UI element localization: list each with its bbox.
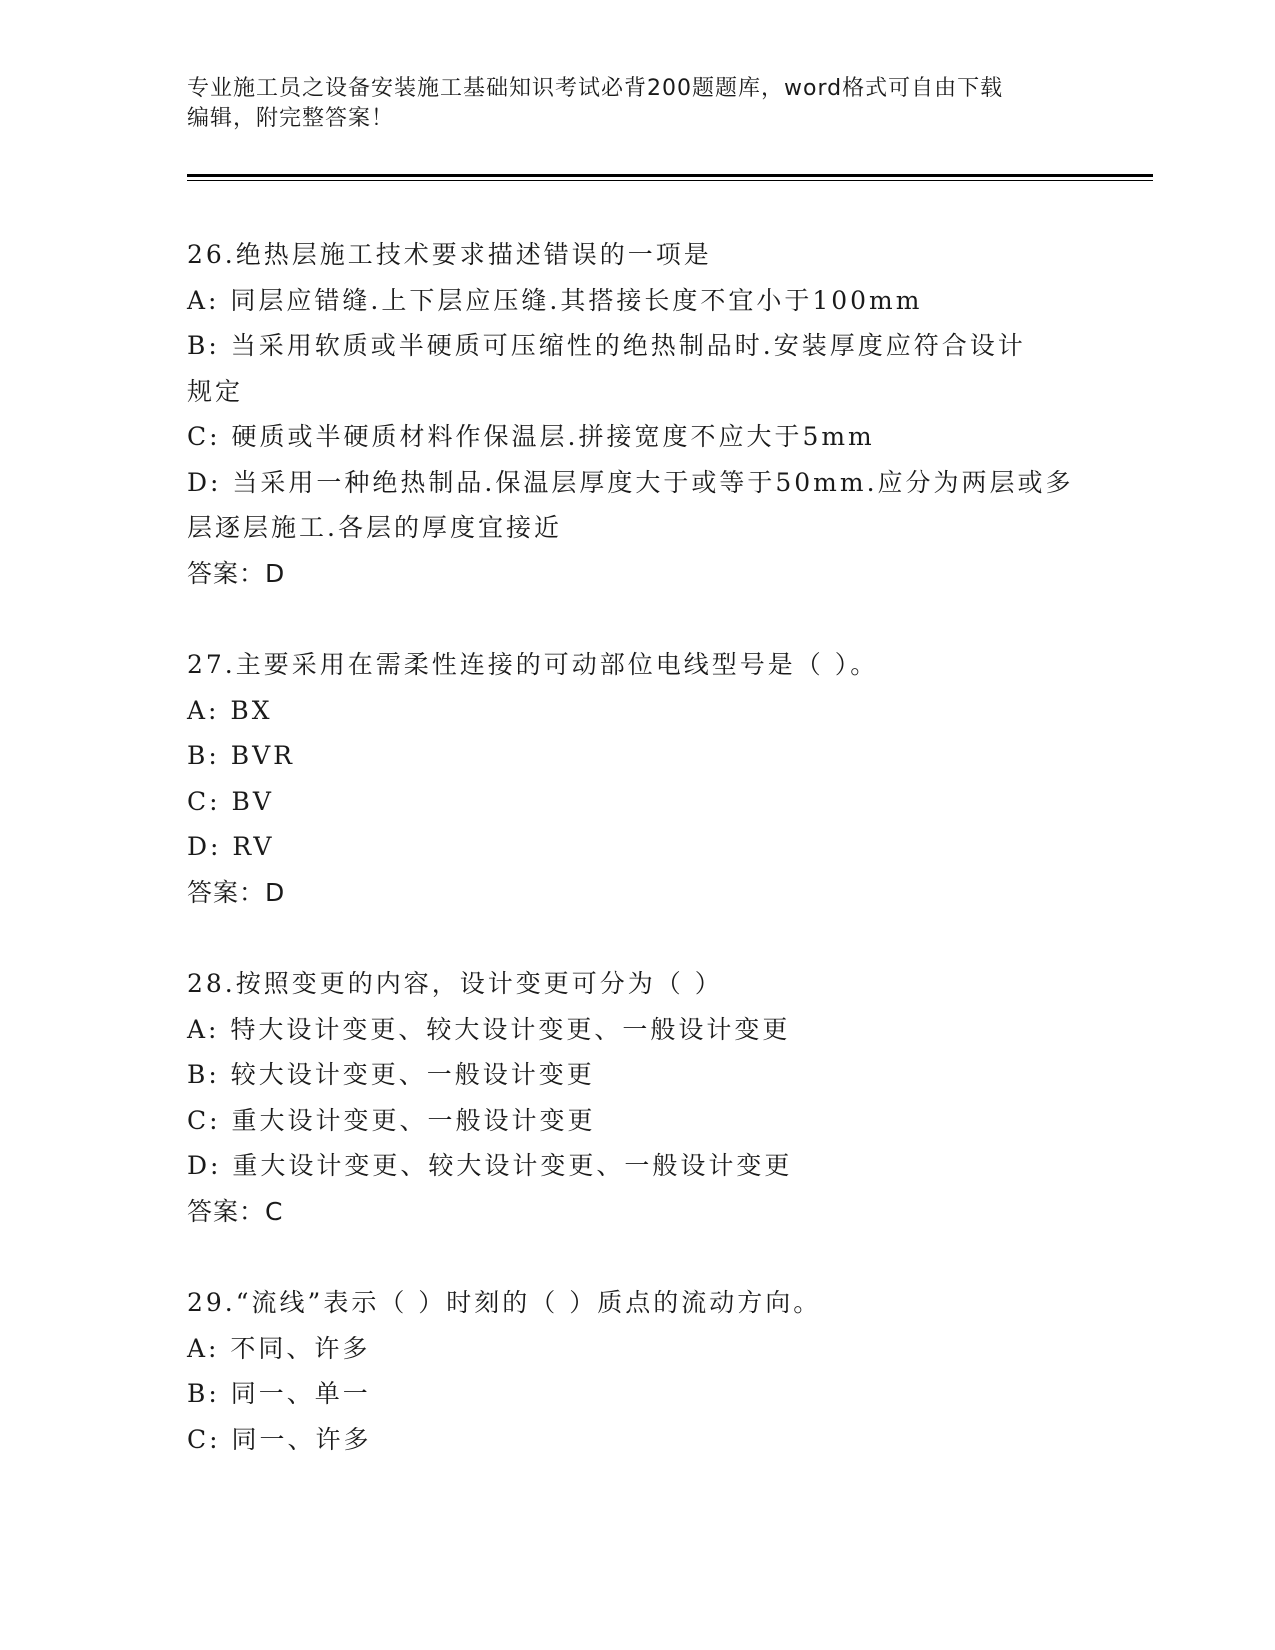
- option-b: B: 当采用软质或半硬质可压缩性的绝热制品时.安装厚度应符合设计: [187, 331, 1026, 360]
- option-b: B: 较大设计变更、一般设计变更: [187, 1060, 595, 1089]
- option-a: A: BX: [187, 695, 273, 725]
- document-header: [187, 74, 1067, 134]
- option-a: A: 同层应错缝.上下层应压缝.其搭接长度不宜小于100mm: [187, 285, 923, 315]
- header-line-2: 编辑，附完整答案！: [187, 106, 395, 131]
- question-29: [187, 1280, 1087, 1462]
- question-spacer: [187, 596, 1087, 642]
- answer: 答案：C: [187, 1196, 284, 1226]
- question-list: [187, 232, 1087, 1462]
- option-d: D: 当采用一种绝热制品.保温层厚度大于或等于50mm.应分为两层或多: [187, 467, 1074, 497]
- question-stem: 26.绝热层施工技术要求描述错误的一项是: [187, 240, 712, 269]
- option-d: D: 重大设计变更、较大设计变更、一般设计变更: [187, 1151, 793, 1180]
- header-line-1: 专业施工员之设备安装施工基础知识考试必背200题题库，word格式可自由下载: [187, 76, 1004, 101]
- option-c: C: 同一、许多: [187, 1424, 372, 1454]
- option-c: C: 重大设计变更、一般设计变更: [187, 1105, 596, 1135]
- option-b-continued: 规定: [187, 376, 244, 406]
- option-a: A: 特大设计变更、较大设计变更、一般设计变更: [187, 1014, 791, 1044]
- header-rule-thin: [187, 180, 1153, 181]
- option-d: D: RV: [187, 832, 275, 861]
- header-rule-thick: [187, 174, 1153, 177]
- question-26: [187, 232, 1087, 596]
- option-c: C: BV: [187, 786, 274, 816]
- question-stem: 29.“流线”表示（ ）时刻的（ ）质点的流动方向。: [187, 1288, 822, 1317]
- question-spacer: [187, 1234, 1087, 1280]
- option-c: C: 硬质或半硬质材料作保温层.拼接宽度不应大于5mm: [187, 422, 875, 451]
- option-a: A: 不同、许多: [187, 1333, 371, 1363]
- option-b: B: BVR: [187, 741, 295, 770]
- option-b: B: 同一、单一: [187, 1379, 371, 1408]
- question-28: [187, 961, 1087, 1234]
- option-d-continued: 层逐层施工.各层的厚度宜接近: [187, 513, 562, 542]
- question-27: [187, 642, 1087, 915]
- answer: 答案：D: [187, 877, 286, 907]
- answer: 答案：D: [187, 558, 286, 588]
- question-spacer: [187, 915, 1087, 961]
- question-stem: 28.按照变更的内容，设计变更可分为（ ）: [187, 969, 723, 998]
- question-stem: 27.主要采用在需柔性连接的可动部位电线型号是（ ）。: [187, 650, 879, 679]
